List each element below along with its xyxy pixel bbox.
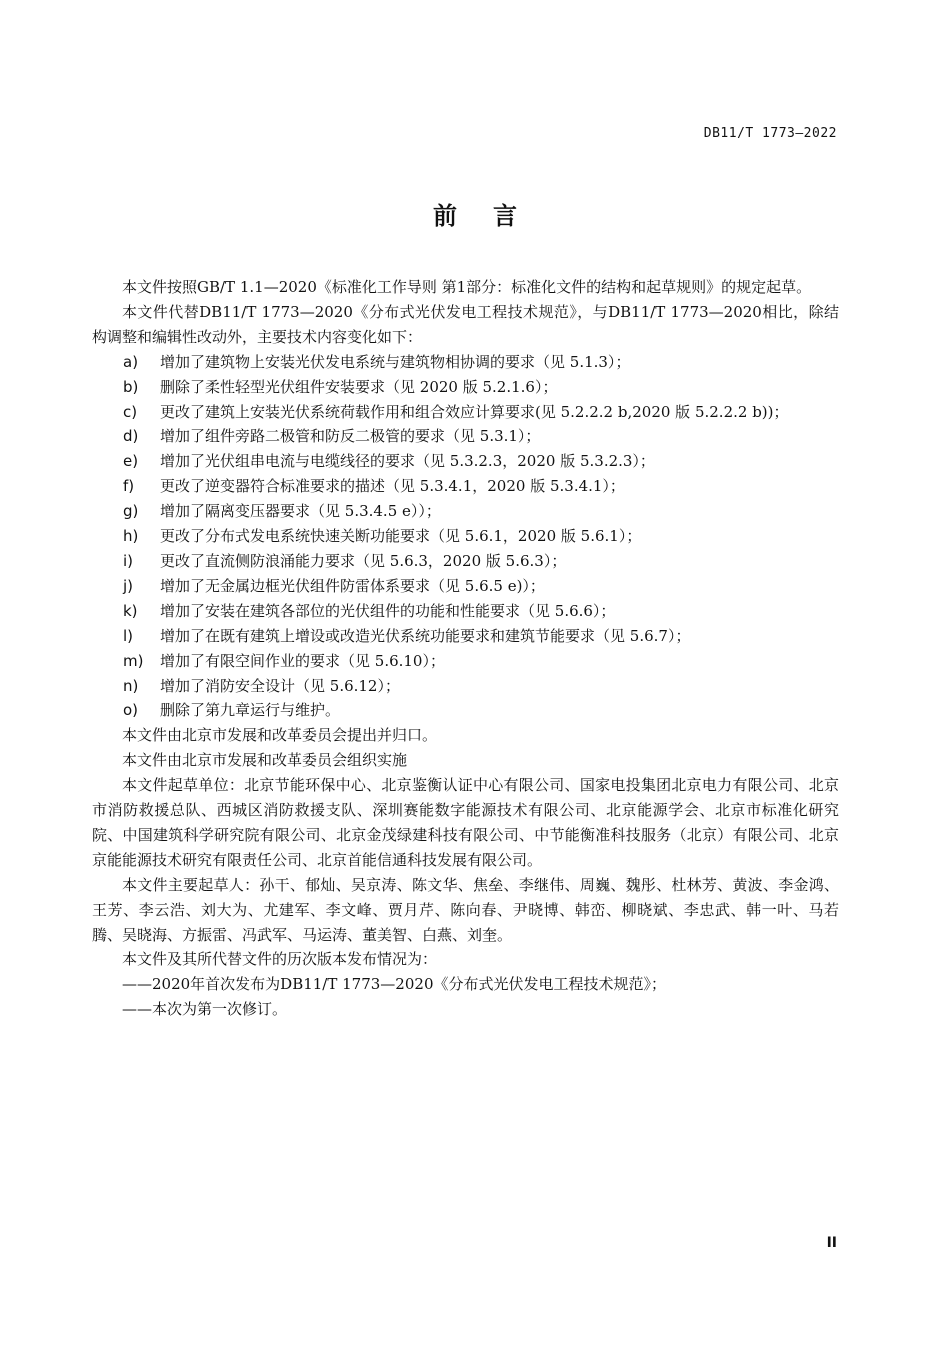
paragraph-proposer: 本文件由北京市发展和改革委员会提出并归口。 — [122, 726, 438, 745]
list-item — [92, 599, 839, 624]
list-item-text: 增加了组件旁路二极管和防反二极管的要求（见 5.3.1）； — [160, 427, 541, 446]
list-item-text: 更改了建筑上安装光伏系统荷载作用和组合效应计算要求(见 5.2.2.2 b,2020 版 5.2.2.2 b))； — [160, 402, 789, 421]
history-item: ——本次为第一次修订。 — [122, 1000, 288, 1019]
list-item — [92, 624, 839, 649]
list-item-label: j) — [123, 576, 134, 595]
paragraph-drafters: 本文件主要起草人：孙干、郁灿、吴京涛、陈文华、焦垒、李继伟、周巍、魏彤、杜林芳、黄波、李金鸿、王芳、李云浩、刘大为、尤建军、李文峰、贾月芹、陈向春、尹晓博、韩峦、柳晓斌、李忠武、韩一叶、马若腾、吴晓海、方振雷、冯武军、马运涛、董美智、白燕、刘奎。 — [92, 875, 839, 944]
page-title: 前言 — [433, 202, 553, 230]
list-item-text: 更改了分布式发电系统快速关断功能要求（见 5.6.1，2020 版 5.6.1）； — [160, 527, 642, 546]
list-item-text: 更改了逆变器符合标准要求的描述（见 5.3.4.1，2020 版 5.3.4.1）； — [160, 477, 625, 496]
list-item — [92, 524, 839, 549]
list-item-label: i) — [123, 551, 134, 570]
list-item — [92, 574, 839, 599]
changes-list — [92, 350, 839, 724]
list-item-label: c) — [123, 402, 138, 421]
paragraph-implementer: 本文件由北京市发展和改革委员会组织实施 — [122, 751, 408, 770]
paragraph-drafting-units: 本文件起草单位：北京节能环保中心、北京鉴衡认证中心有限公司、国家电投集团北京电力有限公司、北京市消防救援总队、西城区消防救援支队、深圳赛能数字能源技术有限公司、北京能源学会、北京市标准化研究院、中国建筑科学研究院有限公司、北京金茂绿建科技有限公司、中节能衡准科技服务（北京）有限公司、北京京能能源技术研究有限责任公司、北京首能信通科技发展有限公司。 — [92, 776, 839, 869]
list-item-label: d) — [123, 427, 139, 446]
list-item-text: 更改了直流侧防浪涌能力要求（见 5.6.3，2020 版 5.6.3）； — [160, 551, 567, 570]
list-item — [92, 499, 839, 524]
list-item — [92, 350, 839, 375]
list-item-label: e) — [123, 452, 139, 471]
list-item — [92, 449, 839, 474]
list-item-label: h) — [123, 527, 139, 546]
list-item-label: n) — [123, 676, 139, 695]
standard-number: DB11/T 1773—2022 — [703, 126, 837, 141]
list-item — [92, 649, 839, 674]
list-item-label: k) — [123, 601, 138, 620]
list-item-label: l) — [123, 626, 134, 645]
list-item-label: g) — [123, 502, 139, 521]
list-item-label: m) — [123, 651, 144, 670]
list-item-text: 增加了安装在建筑各部位的光伏组件的功能和性能要求（见 5.6.6）； — [160, 601, 616, 620]
list-item-text: 增加了在既有建筑上增设或改造光伏系统功能要求和建筑节能要求（见 5.6.7）； — [160, 626, 691, 645]
page-number: II — [826, 1235, 837, 1251]
foreword-body — [92, 275, 839, 1022]
list-item — [92, 400, 839, 425]
list-item-label: o) — [123, 701, 139, 720]
list-item-text: 增加了建筑物上安装光伏发电系统与建筑物相协调的要求（见 5.1.3）； — [160, 352, 631, 371]
paragraph-drafting-rules: 本文件按照GB/T 1.1—2020《标准化工作导则 第1部分：标准化文件的结构和起草规则》的规定起草。 — [122, 278, 812, 296]
list-item-text: 删除了柔性轻型光伏组件安装要求（见 2020 版 5.2.1.6）； — [160, 377, 558, 396]
list-item — [92, 474, 839, 499]
list-item-label: a) — [123, 352, 139, 371]
history-item: ——2020年首次发布为DB11/T 1773—2020《分布式光伏发电工程技术规范》； — [122, 975, 666, 994]
list-item-text: 增加了隔离变压器要求（见 5.3.4.5 e））； — [160, 502, 441, 521]
list-item-text: 删除了第九章运行与维护。 — [160, 701, 341, 720]
list-item-label: b) — [123, 377, 139, 396]
list-item — [92, 674, 839, 699]
list-item — [92, 549, 839, 574]
list-item — [92, 698, 839, 723]
paragraph-version-history: 本文件及其所代替文件的历次版本发布情况为： — [122, 950, 438, 969]
list-item-text: 增加了无金属边框光伏组件防雷体系要求（见 5.6.5 e)）； — [160, 576, 545, 595]
list-item — [92, 424, 839, 449]
paragraph-replacement: 本文件代替DB11/T 1773—2020《分布式光伏发电工程技术规范》，与DB11/T 1773—2020相比，除结构调整和编辑性改动外，主要技术内容变化如下： — [92, 302, 839, 346]
list-item-text: 增加了有限空间作业的要求（见 5.6.10）； — [160, 651, 445, 670]
list-item-label: f) — [123, 477, 135, 496]
list-item-text: 增加了光伏组串电流与电缆线径的要求（见 5.3.2.3，2020 版 5.3.2.3）； — [160, 452, 655, 471]
list-item-text: 增加了消防安全设计（见 5.6.12）； — [160, 676, 400, 695]
list-item — [92, 375, 839, 400]
